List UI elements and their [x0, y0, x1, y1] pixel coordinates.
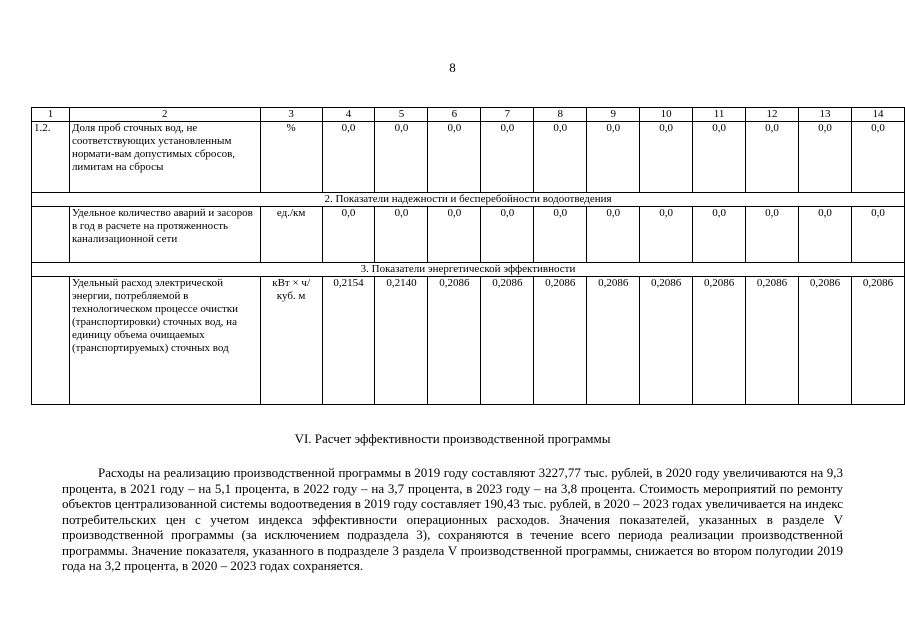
- value-cell: 0,0: [322, 207, 375, 263]
- value-cell: 0,2086: [851, 277, 904, 405]
- section-heading: VI. Расчет эффективности производственной программы: [294, 431, 611, 446]
- value-cell: 0,0: [534, 122, 587, 193]
- value-cell: 0,0: [587, 207, 640, 263]
- value-cell: 0,0: [428, 207, 481, 263]
- indicator-name-cell: Удельное количество аварий и засоров в год в расчете на протяженность канализационной сети: [69, 207, 260, 263]
- indicators-table: [31, 107, 905, 405]
- value-cell: 0,0: [640, 207, 693, 263]
- header-cell: 2: [69, 108, 260, 122]
- unit-cell: %: [260, 122, 322, 193]
- value-cell: 0,0: [375, 122, 428, 193]
- indicator-name-cell: Доля проб сточных вод, не соответствующих установленным нормати-вам допустимых сбросов, лимитам на сбросы: [69, 122, 260, 193]
- table-row: [32, 207, 905, 263]
- header-cell: 3: [260, 108, 322, 122]
- section-title-cell: 2. Показатели надежности и бесперебойности водоотведения: [32, 193, 905, 207]
- value-cell: 0,2086: [534, 277, 587, 405]
- value-cell: 0,0: [481, 122, 534, 193]
- value-cell: 0,2086: [587, 277, 640, 405]
- value-cell: 0,2086: [693, 277, 746, 405]
- value-cell: 0,0: [746, 122, 799, 193]
- header-cell: 10: [640, 108, 693, 122]
- value-cell: 0,0: [798, 207, 851, 263]
- unit-cell: кВт × ч/ куб. м: [260, 277, 322, 405]
- body-paragraph: Расходы на реализацию производственной программы в 2019 году составляют 3227,77 тыс. рублей, в 2020 году увеличиваются на 9,3 процента, в 2021 году – на 5,1 процента, в 2022 году – на 3,7 процента, в 2023 году – на 3,8 процента. Стоимость мероприятий по ремонту объектов централизованной системы водоотведения в 2019 году составляет 190,43 тыс. рублей, в 2020 – 2023 годах увеличивается на индекс потребительских цен с учетом индекса эффективности операционных расходов. Значения показателей, указанных в разделе V производственной программы (за исключением подраздела 3), сохраняются в течение всего периода реализации производственной программы. Значение показателя, указанного в подразделе 3 раздела V производственной программы, снижается во втором полугодии 2019 года на 3,2 процента, в 2020 – 2023 годах сохраняется.: [62, 465, 843, 573]
- header-cell: 6: [428, 108, 481, 122]
- header-cell: 5: [375, 108, 428, 122]
- value-cell: 0,0: [693, 122, 746, 193]
- header-cell: 7: [481, 108, 534, 122]
- indicator-name-cell: Удельный расход электрической энергии, потребляемой в технологическом процессе очистки (транспортировки) сточных вод, на единицу объема очищаемых (транспортируемых) сточных вод: [69, 277, 260, 405]
- section-row: [32, 193, 905, 207]
- table-header-row: [32, 108, 905, 122]
- value-cell: 0,0: [534, 207, 587, 263]
- section-row: [32, 263, 905, 277]
- header-cell: 13: [798, 108, 851, 122]
- section-title-cell: 3. Показатели энергетической эффективности: [32, 263, 905, 277]
- value-cell: 0,2086: [428, 277, 481, 405]
- header-cell: 12: [746, 108, 799, 122]
- header-cell: 9: [587, 108, 640, 122]
- header-cell: 11: [693, 108, 746, 122]
- value-cell: 0,2086: [481, 277, 534, 405]
- unit-cell: ед./км: [260, 207, 322, 263]
- value-cell: 0,0: [322, 122, 375, 193]
- value-cell: 0,0: [851, 122, 904, 193]
- value-cell: 0,0: [798, 122, 851, 193]
- header-cell: 8: [534, 108, 587, 122]
- row-number-cell: [32, 277, 70, 405]
- value-cell: 0,0: [640, 122, 693, 193]
- value-cell: 0,2140: [375, 277, 428, 405]
- table-row: [32, 122, 905, 193]
- value-cell: 0,0: [693, 207, 746, 263]
- header-cell: 1: [32, 108, 70, 122]
- table-row: [32, 277, 905, 405]
- value-cell: 0,2086: [746, 277, 799, 405]
- value-cell: 0,0: [428, 122, 481, 193]
- value-cell: 0,0: [746, 207, 799, 263]
- header-cell: 4: [322, 108, 375, 122]
- value-cell: 0,2154: [322, 277, 375, 405]
- value-cell: 0,2086: [640, 277, 693, 405]
- page-number: 8: [449, 60, 456, 75]
- value-cell: 0,0: [481, 207, 534, 263]
- row-number-cell: [32, 207, 70, 263]
- value-cell: 0,0: [851, 207, 904, 263]
- header-cell: 14: [851, 108, 904, 122]
- value-cell: 0,2086: [798, 277, 851, 405]
- value-cell: 0,0: [375, 207, 428, 263]
- row-number-cell: 1.2.: [32, 122, 70, 193]
- value-cell: 0,0: [587, 122, 640, 193]
